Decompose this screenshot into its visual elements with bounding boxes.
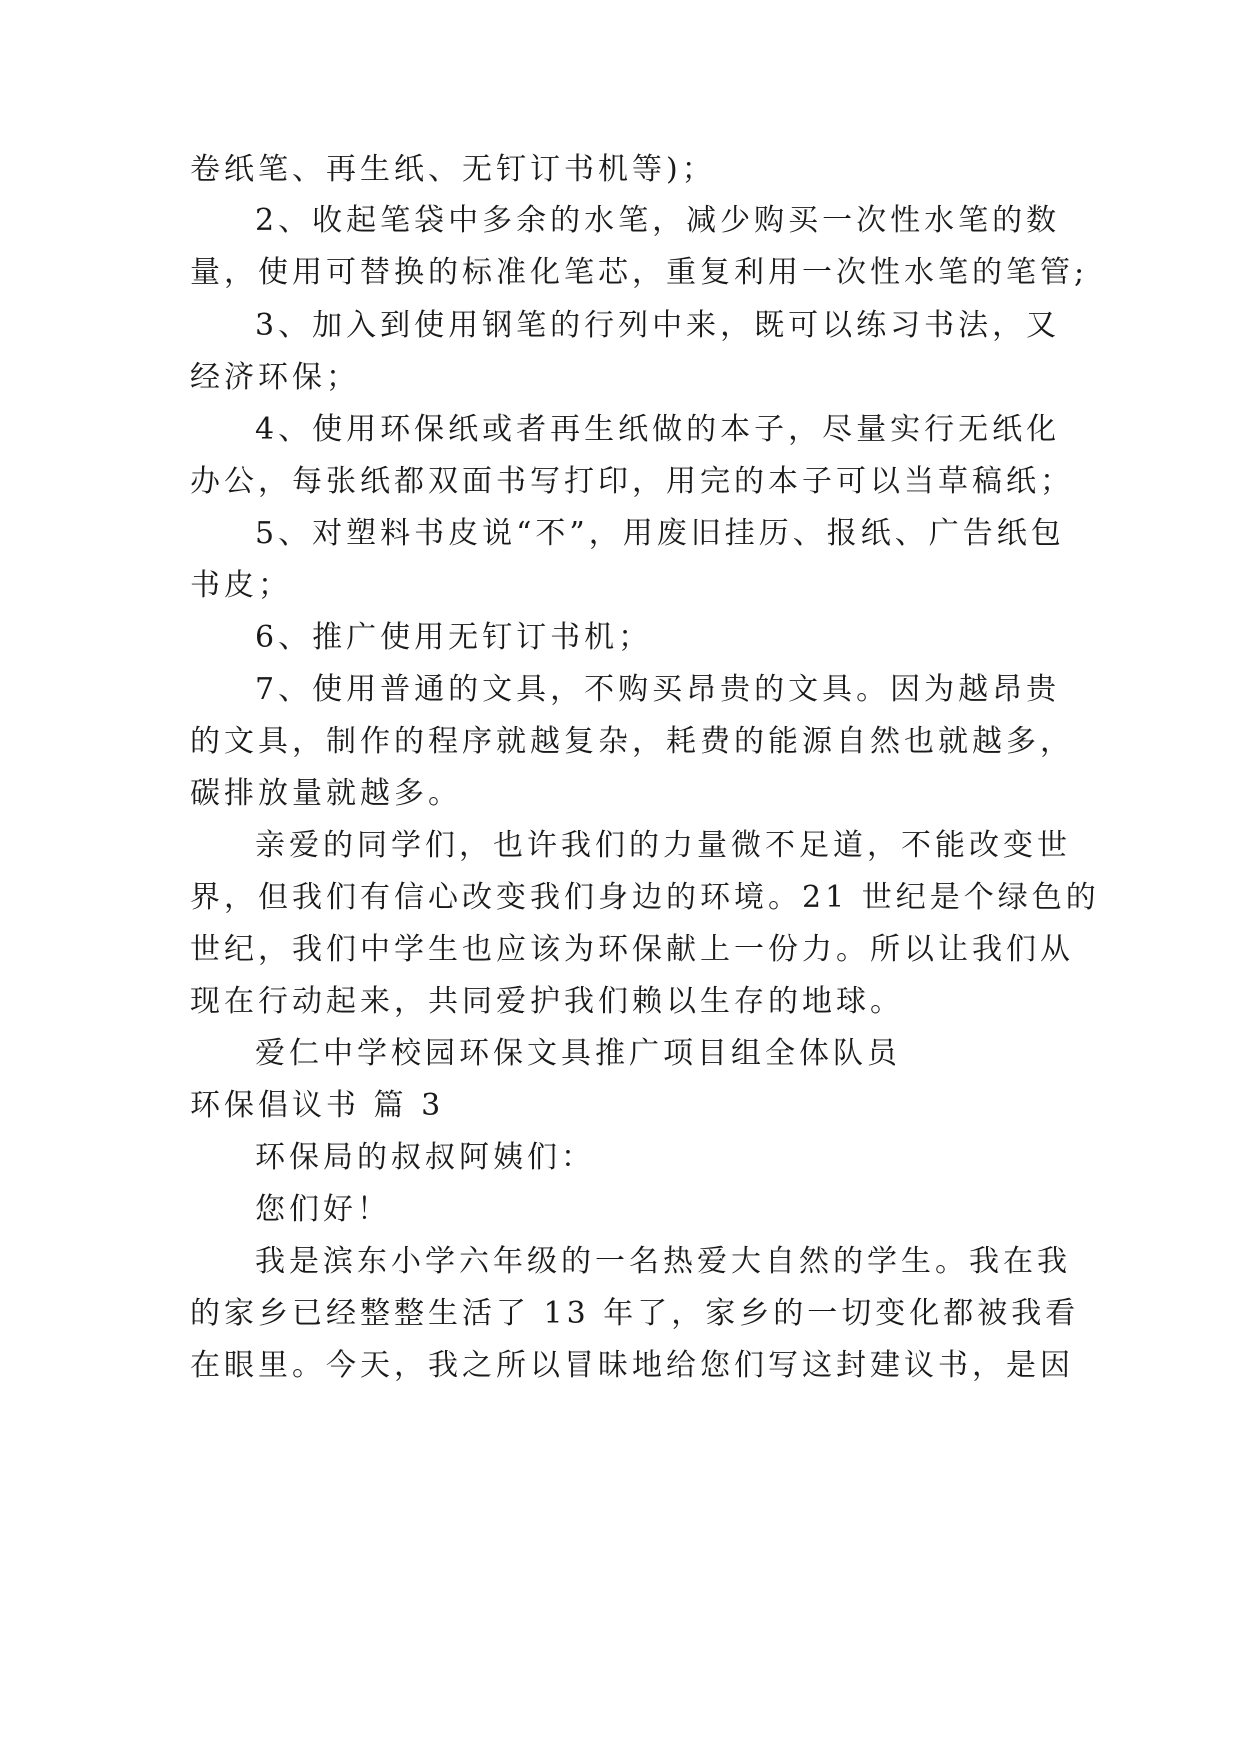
text-line: 碳排放量就越多。 bbox=[190, 776, 462, 811]
text-line: 经济环保； bbox=[190, 360, 360, 395]
text-line: 2、收起笔袋中多余的水笔，减少购买一次性水笔的数 bbox=[255, 203, 1061, 238]
text-line: 量，使用可替换的标准化笔芯，重复利用一次性水笔的笔管; bbox=[190, 255, 1089, 290]
text-line: 我是滨东小学六年级的一名热爱大自然的学生。我在我 bbox=[255, 1244, 1071, 1279]
text-line: 办公，每张纸都双面书写打印，用完的本子可以当草稿纸； bbox=[190, 464, 1074, 499]
text-line: 世纪，我们中学生也应该为环保献上一份力。所以让我们从 bbox=[190, 932, 1074, 967]
text-line: 现在行动起来，共同爱护我们赖以生存的地球。 bbox=[190, 984, 904, 1019]
text-line: 的文具，制作的程序就越复杂，耗费的能源自然也就越多， bbox=[190, 724, 1074, 759]
text-line: 亲爱的同学们，也许我们的力量微不足道，不能改变世 bbox=[255, 828, 1071, 863]
text-line: 爱仁中学校园环保文具推广项目组全体队员 bbox=[255, 1036, 901, 1071]
text-line: 4、使用环保纸或者再生纸做的本子，尽量实行无纸化 bbox=[255, 412, 1061, 447]
text-line: 环保局的叔叔阿姨们： bbox=[255, 1140, 595, 1175]
text-line: 5、对塑料书皮说“不”，用废旧挂历、报纸、广告纸包 bbox=[255, 516, 1065, 551]
text-line: 界，但我们有信心改变我们身边的环境。21 世纪是个绿色的 bbox=[190, 880, 1100, 915]
text-line: 3、加入到使用钢笔的行列中来，既可以练习书法，又 bbox=[255, 308, 1061, 343]
text-line: 卷纸笔、再生纸、无钉订书机等)； bbox=[190, 152, 716, 187]
text-line: 的家乡已经整整生活了 13 年了，家乡的一切变化都被我看 bbox=[190, 1296, 1080, 1331]
text-line: 7、使用普通的文具，不购买昂贵的文具。因为越昂贵 bbox=[255, 672, 1061, 707]
section-heading: 环保倡议书 篇 3 bbox=[190, 1088, 445, 1123]
text-line: 您们好！ bbox=[255, 1192, 391, 1227]
text-line: 书皮； bbox=[190, 568, 292, 603]
text-line: 在眼里。今天，我之所以冒昧地给您们写这封建议书，是因 bbox=[190, 1348, 1074, 1383]
text-line: 6、推广使用无钉订书机； bbox=[255, 620, 653, 655]
